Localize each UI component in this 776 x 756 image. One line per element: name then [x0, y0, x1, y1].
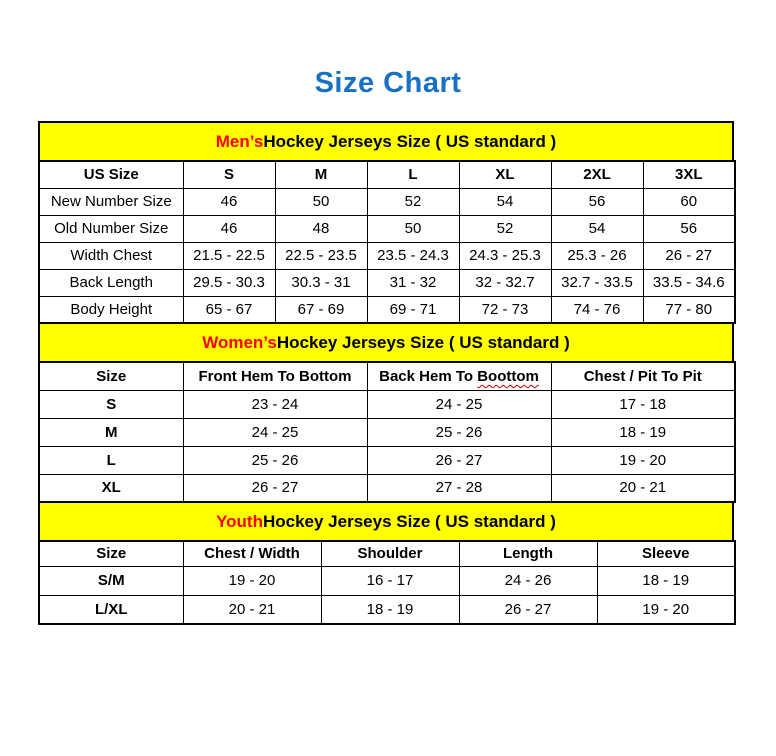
size-value-cell: 52 [459, 215, 551, 242]
size-value-cell: 69 - 71 [367, 296, 459, 323]
row-label: S [39, 390, 183, 418]
mens-section-title: Hockey Jerseys Size ( US standard ) [263, 131, 557, 151]
col-size-xl: XL [459, 161, 551, 188]
table-header-row [39, 161, 735, 188]
size-value-cell: 23 - 24 [183, 390, 367, 418]
size-value-cell: 30.3 - 31 [275, 269, 367, 296]
size-value-cell: 16 - 17 [321, 566, 459, 595]
col-front-hem: Front Hem To Bottom [183, 362, 367, 390]
size-value-cell: 18 - 19 [551, 418, 735, 446]
size-value-cell: 26 - 27 [459, 595, 597, 624]
table-row [39, 446, 735, 474]
size-value-cell: 21.5 - 22.5 [183, 242, 275, 269]
table-header-row [39, 541, 735, 566]
col-sleeve: Sleeve [597, 541, 735, 566]
size-value-cell: 65 - 67 [183, 296, 275, 323]
col-size-s: S [183, 161, 275, 188]
col-size: Size [39, 362, 183, 390]
size-value-cell: 26 - 27 [367, 446, 551, 474]
size-value-cell: 24 - 26 [459, 566, 597, 595]
size-chart [38, 121, 734, 625]
youth-section-title: Hockey Jerseys Size ( US standard ) [262, 511, 556, 531]
size-value-cell: 67 - 69 [275, 296, 367, 323]
table-row [39, 296, 735, 323]
size-value-cell: 18 - 19 [321, 595, 459, 624]
row-label: Old Number Size [39, 215, 183, 242]
size-value-cell: 20 - 21 [183, 595, 321, 624]
row-label: XL [39, 474, 183, 502]
row-label: L [39, 446, 183, 474]
womens-section-title: Hockey Jerseys Size ( US standard ) [276, 332, 570, 352]
size-value-cell: 32 - 32.7 [459, 269, 551, 296]
mens-size-table [38, 160, 736, 324]
misspelled-word: Boottom [477, 367, 539, 385]
youth-section-accent: Youth [216, 511, 263, 531]
col-shoulder: Shoulder [321, 541, 459, 566]
size-value-cell: 19 - 20 [551, 446, 735, 474]
col-size-3xl: 3XL [643, 161, 735, 188]
size-value-cell: 20 - 21 [551, 474, 735, 502]
size-value-cell: 27 - 28 [367, 474, 551, 502]
size-value-cell: 56 [551, 188, 643, 215]
size-value-cell: 25 - 26 [367, 418, 551, 446]
col-size-2xl: 2XL [551, 161, 643, 188]
back-hem-prefix: Back Hem To [379, 367, 478, 385]
col-back-hem [367, 362, 551, 390]
col-chest-pit: Chest / Pit To Pit [551, 362, 735, 390]
size-value-cell: 31 - 32 [367, 269, 459, 296]
row-label: Width Chest [39, 242, 183, 269]
page-title: Size Chart [314, 67, 462, 99]
size-value-cell: 24 - 25 [183, 418, 367, 446]
youth-section-header [38, 501, 734, 542]
youth-size-table [38, 540, 736, 625]
row-label: New Number Size [39, 188, 183, 215]
col-size: Size [39, 541, 183, 566]
row-label: Back Length [39, 269, 183, 296]
table-row [39, 188, 735, 215]
table-row [39, 390, 735, 418]
size-value-cell: 33.5 - 34.6 [643, 269, 735, 296]
table-row [39, 242, 735, 269]
mens-section-accent: Men’s [215, 131, 264, 151]
col-chest-width: Chest / Width [183, 541, 321, 566]
size-value-cell: 56 [643, 215, 735, 242]
womens-section-header [38, 322, 734, 363]
table-row [39, 566, 735, 595]
size-value-cell: 48 [275, 215, 367, 242]
size-value-cell: 23.5 - 24.3 [367, 242, 459, 269]
table-row [39, 215, 735, 242]
table-row [39, 269, 735, 296]
size-value-cell: 46 [183, 188, 275, 215]
size-value-cell: 50 [275, 188, 367, 215]
size-value-cell: 74 - 76 [551, 296, 643, 323]
size-value-cell: 25.3 - 26 [551, 242, 643, 269]
size-value-cell: 77 - 80 [643, 296, 735, 323]
size-value-cell: 50 [367, 215, 459, 242]
size-value-cell: 18 - 19 [597, 566, 735, 595]
row-label: L/XL [39, 595, 183, 624]
size-value-cell: 22.5 - 23.5 [275, 242, 367, 269]
size-value-cell: 25 - 26 [183, 446, 367, 474]
row-label: S/M [39, 566, 183, 595]
col-length: Length [459, 541, 597, 566]
table-row [39, 595, 735, 624]
size-value-cell: 24.3 - 25.3 [459, 242, 551, 269]
table-header-row [39, 362, 735, 390]
size-value-cell: 72 - 73 [459, 296, 551, 323]
size-value-cell: 19 - 20 [183, 566, 321, 595]
size-value-cell: 54 [551, 215, 643, 242]
col-size-l: L [367, 161, 459, 188]
col-size-m: M [275, 161, 367, 188]
row-label: Body Height [39, 296, 183, 323]
size-value-cell: 19 - 20 [597, 595, 735, 624]
size-value-cell: 26 - 27 [183, 474, 367, 502]
table-row [39, 474, 735, 502]
size-value-cell: 52 [367, 188, 459, 215]
size-value-cell: 32.7 - 33.5 [551, 269, 643, 296]
mens-section-header [38, 121, 734, 162]
size-value-cell: 26 - 27 [643, 242, 735, 269]
size-value-cell: 24 - 25 [367, 390, 551, 418]
size-value-cell: 17 - 18 [551, 390, 735, 418]
womens-section-accent: Women’s [202, 332, 277, 352]
table-row [39, 418, 735, 446]
size-value-cell: 46 [183, 215, 275, 242]
size-value-cell: 54 [459, 188, 551, 215]
womens-size-table [38, 361, 736, 503]
col-us-size: US Size [39, 161, 183, 188]
size-value-cell: 60 [643, 188, 735, 215]
row-label: M [39, 418, 183, 446]
size-value-cell: 29.5 - 30.3 [183, 269, 275, 296]
